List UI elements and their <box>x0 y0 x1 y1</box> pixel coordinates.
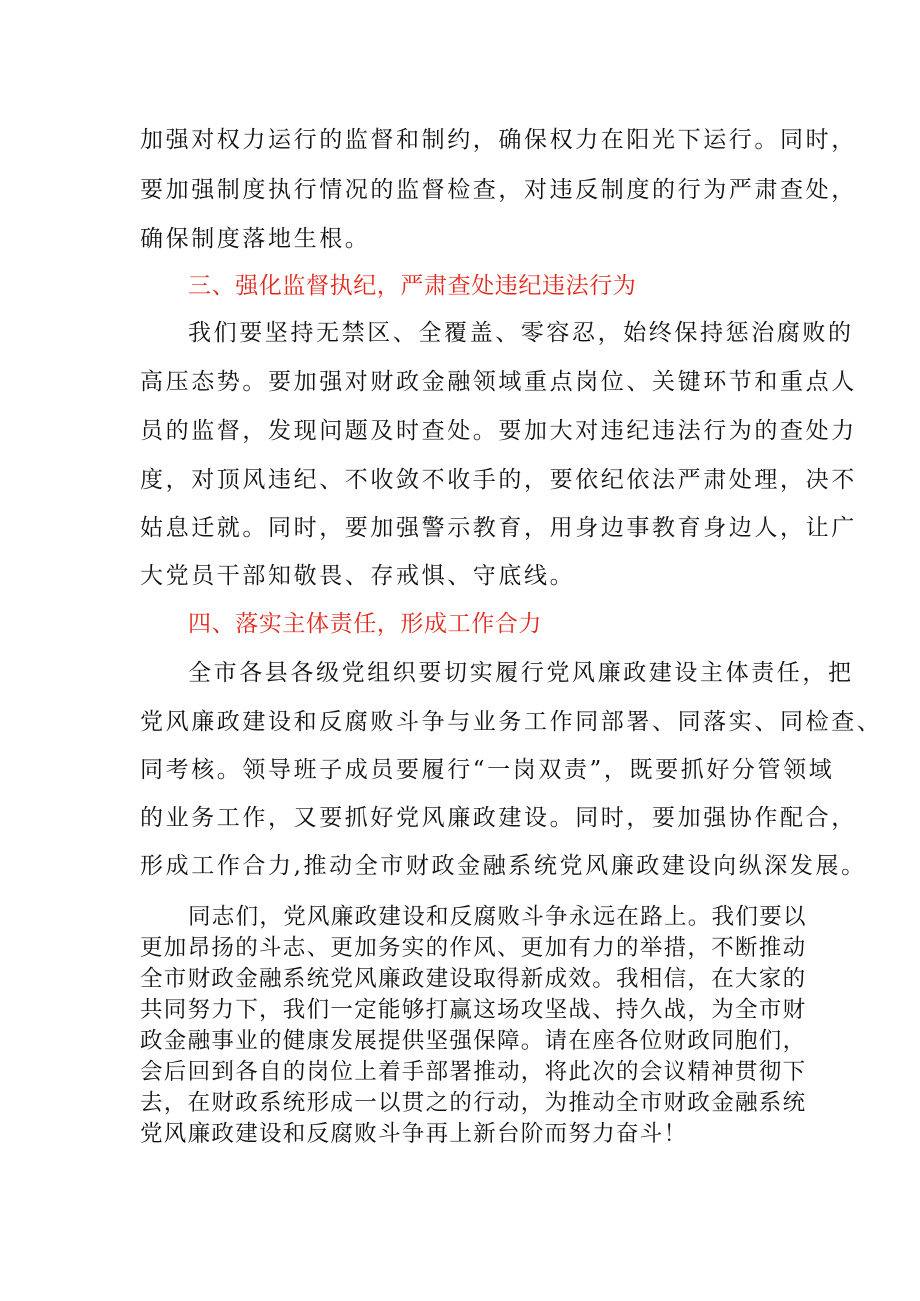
paragraph-line: 大党员干部知敬畏、存戒惧、守底线。 <box>140 563 576 589</box>
paragraph-line: 高压态势。要加强对财政金融领域重点岗位、关键环节和重点人 <box>140 369 857 395</box>
paragraph-line: 同志们，党风廉政建设和反腐败斗争永远在路上。我们要以 <box>188 904 807 930</box>
paragraph-line: 党风廉政建设和反腐败斗争再上新台阶而努力奋斗！ <box>140 1121 688 1147</box>
paragraph-line: 党风廉政建设和反腐败斗争与业务工作同部署、同落实、同检查、 <box>140 709 883 735</box>
paragraph-line: 政金融事业的健康发展提供坚强保障。请在座各位财政同胞们， <box>140 1028 807 1054</box>
paragraph-line: 员的监督，发现问题及时查处。要加大对违纪违法行为的查处力 <box>140 418 857 444</box>
section-heading: 四、落实主体责任，形成工作合力 <box>188 611 542 637</box>
paragraph-line: 共同努力下，我们一定能够打赢这场攻坚战、持久战，为全市财 <box>140 997 807 1023</box>
paragraph-line: 的业务工作，又要抓好党风廉政建设。同时，要加强协作配合， <box>140 805 857 831</box>
paragraph-line: 全市各县各级党组织要切实履行党风廉政建设主体责任，把 <box>188 660 854 686</box>
paragraph-line: 度，对顶风违纪、不收敛不收手的，要依纪依法严肃处理，决不 <box>140 467 857 493</box>
paragraph-line: 去，在财政系统形成一以贯之的行动，为推动全市财政金融系统 <box>140 1090 807 1116</box>
paragraph-line: 确保制度落地生根。 <box>140 226 371 252</box>
section-heading: 三、强化监督执纪，严肃查处违纪违法行为 <box>188 273 637 299</box>
paragraph-line: 我们要坚持无禁区、全覆盖、零容忍，始终保持惩治腐败的 <box>188 320 854 346</box>
paragraph-line: 更加昂扬的斗志、更加务实的作风、更加有力的举措，不断推动 <box>140 935 807 961</box>
paragraph-line: 加强对权力运行的监督和制约，确保权力在阳光下运行。同时， <box>140 127 857 153</box>
paragraph-line: 要加强制度执行情况的监督检查，对违反制度的行为严肃查处， <box>140 177 857 203</box>
paragraph-line: 同考核。领导班子成员要履行“一岗双责”，既要抓好分管领域 <box>140 757 835 783</box>
paragraph-line: 形成工作合力,推动全市财政金融系统党风廉政建设向纵深发展。 <box>140 853 867 879</box>
paragraph-line: 姑息迁就。同时，要加强警示教育，用身边事教育身边人，让广 <box>140 515 857 541</box>
paragraph-line: 会后回到各自的岗位上着手部署推动，将此次的会议精神贯彻下 <box>140 1059 807 1085</box>
paragraph-line: 全市财政金融系统党风廉政建设取得新成效。我相信，在大家的 <box>140 966 807 992</box>
